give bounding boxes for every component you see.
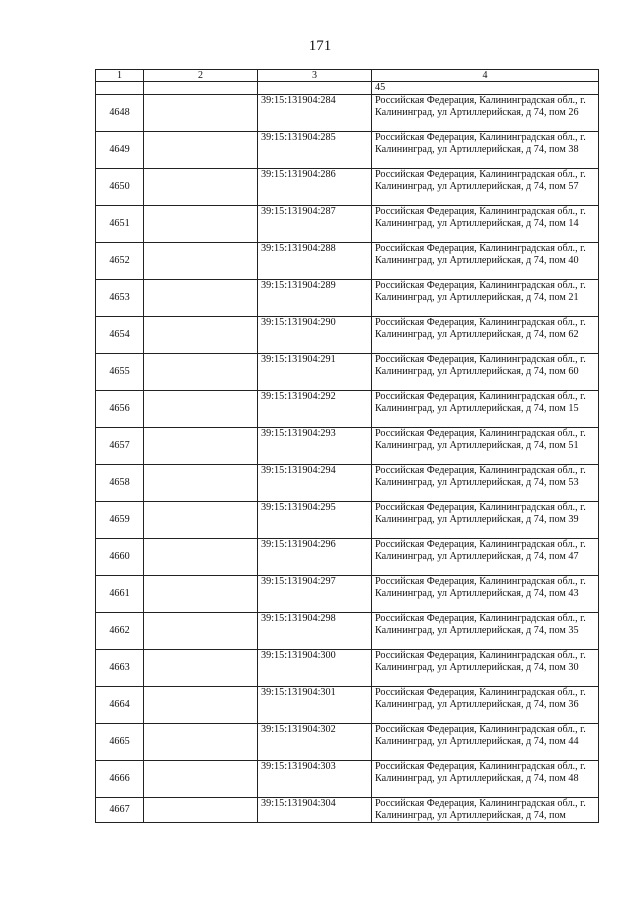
- row-empty-cell: [144, 95, 258, 132]
- cadastral-number-cell: 39:15:131904:296: [258, 539, 372, 576]
- table-row: [96, 243, 599, 280]
- row-number-cell: 4667: [96, 798, 144, 823]
- row-empty-cell: [144, 761, 258, 798]
- address-cell: Российская Федерация, Калининградская обл., г. Калининград, ул Артиллерийская, д 74, пом 30: [372, 650, 599, 687]
- row-empty-cell: [144, 465, 258, 502]
- row-empty-cell: [144, 650, 258, 687]
- row-empty-cell: [144, 169, 258, 206]
- continuation-cadastral-cell: [258, 82, 372, 95]
- table-row: [96, 576, 599, 613]
- address-cell: Российская Федерация, Калининградская обл., г. Калининград, ул Артиллерийская, д 74, пом 48: [372, 761, 599, 798]
- row-number-cell: 4655: [96, 354, 144, 391]
- row-number-cell: 4660: [96, 539, 144, 576]
- cadastral-number-cell: 39:15:131904:297: [258, 576, 372, 613]
- row-empty-cell: [144, 798, 258, 823]
- cadastral-number-cell: 39:15:131904:287: [258, 206, 372, 243]
- row-empty-cell: [144, 539, 258, 576]
- cadastral-number-cell: 39:15:131904:286: [258, 169, 372, 206]
- cadastral-number-cell: 39:15:131904:301: [258, 687, 372, 724]
- page-number: 171: [308, 38, 332, 54]
- table-row: [96, 206, 599, 243]
- row-number-cell: 4658: [96, 465, 144, 502]
- table-row: [96, 132, 599, 169]
- address-cell: Российская Федерация, Калининградская обл., г. Калининград, ул Артиллерийская, д 74, пом 40: [372, 243, 599, 280]
- table-row: [96, 502, 599, 539]
- cadastral-number-cell: 39:15:131904:298: [258, 613, 372, 650]
- registry-table-body: [96, 70, 599, 823]
- row-number-cell: 4650: [96, 169, 144, 206]
- address-cell: Российская Федерация, Калининградская обл., г. Калининград, ул Артиллерийская, д 74, пом 14: [372, 206, 599, 243]
- row-number-cell: 4651: [96, 206, 144, 243]
- table-row: [96, 687, 599, 724]
- cadastral-number-cell: 39:15:131904:291: [258, 354, 372, 391]
- table-row: [96, 613, 599, 650]
- column-header-1: 1: [96, 70, 144, 82]
- cadastral-number-cell: 39:15:131904:304: [258, 798, 372, 823]
- row-empty-cell: [144, 206, 258, 243]
- address-cell: Российская Федерация, Калининградская обл., г. Калининград, ул Артиллерийская, д 74, пом 26: [372, 95, 599, 132]
- address-cell: Российская Федерация, Калининградская обл., г. Калининград, ул Артиллерийская, д 74, пом: [372, 798, 599, 823]
- column-header-row: [96, 70, 599, 82]
- row-number-cell: 4662: [96, 613, 144, 650]
- row-empty-cell: [144, 132, 258, 169]
- table-row: [96, 650, 599, 687]
- row-empty-cell: [144, 576, 258, 613]
- continuation-empty-cell: [144, 82, 258, 95]
- cadastral-number-cell: 39:15:131904:288: [258, 243, 372, 280]
- column-header-3: 3: [258, 70, 372, 82]
- table-row: [96, 428, 599, 465]
- address-cell: Российская Федерация, Калининградская обл., г. Калининград, ул Артиллерийская, д 74, пом 36: [372, 687, 599, 724]
- table-row: [96, 539, 599, 576]
- cadastral-number-cell: 39:15:131904:303: [258, 761, 372, 798]
- table-row: [96, 465, 599, 502]
- address-cell: Российская Федерация, Калининградская обл., г. Калининград, ул Артиллерийская, д 74, пом 53: [372, 465, 599, 502]
- cadastral-number-cell: 39:15:131904:285: [258, 132, 372, 169]
- address-cell: Российская Федерация, Калининградская обл., г. Калининград, ул Артиллерийская, д 74, пом 51: [372, 428, 599, 465]
- address-cell: Российская Федерация, Калининградская обл., г. Калининград, ул Артиллерийская, д 74, пом 35: [372, 613, 599, 650]
- address-cell: Российская Федерация, Калининградская обл., г. Калининград, ул Артиллерийская, д 74, пом 60: [372, 354, 599, 391]
- continuation-row: [96, 82, 599, 95]
- cadastral-number-cell: 39:15:131904:284: [258, 95, 372, 132]
- cadastral-number-cell: 39:15:131904:289: [258, 280, 372, 317]
- row-empty-cell: [144, 391, 258, 428]
- row-empty-cell: [144, 243, 258, 280]
- registry-table: [95, 69, 599, 823]
- address-cell: Российская Федерация, Калининградская обл., г. Калининград, ул Артиллерийская, д 74, пом 38: [372, 132, 599, 169]
- address-cell: Российская Федерация, Калининградская обл., г. Калининград, ул Артиллерийская, д 74, пом 39: [372, 502, 599, 539]
- cadastral-number-cell: 39:15:131904:292: [258, 391, 372, 428]
- continuation-num-cell: [96, 82, 144, 95]
- address-cell: Российская Федерация, Калининградская обл., г. Калининград, ул Артиллерийская, д 74, пом 21: [372, 280, 599, 317]
- address-cell: Российская Федерация, Калининградская обл., г. Калининград, ул Артиллерийская, д 74, пом 15: [372, 391, 599, 428]
- row-empty-cell: [144, 280, 258, 317]
- row-number-cell: 4665: [96, 724, 144, 761]
- row-empty-cell: [144, 428, 258, 465]
- column-header-2: 2: [144, 70, 258, 82]
- cadastral-number-cell: 39:15:131904:302: [258, 724, 372, 761]
- cadastral-number-cell: 39:15:131904:293: [258, 428, 372, 465]
- address-cell: Российская Федерация, Калининградская обл., г. Калининград, ул Артиллерийская, д 74, пом 43: [372, 576, 599, 613]
- row-number-cell: 4656: [96, 391, 144, 428]
- table-row: [96, 724, 599, 761]
- cadastral-number-cell: 39:15:131904:295: [258, 502, 372, 539]
- continuation-address-cell: 45: [372, 82, 599, 95]
- address-cell: Российская Федерация, Калининградская обл., г. Калининград, ул Артиллерийская, д 74, пом 44: [372, 724, 599, 761]
- table-row: [96, 169, 599, 206]
- column-header-4: 4: [372, 70, 599, 82]
- cadastral-number-cell: 39:15:131904:294: [258, 465, 372, 502]
- row-number-cell: 4659: [96, 502, 144, 539]
- table-row: [96, 280, 599, 317]
- table-row: [96, 391, 599, 428]
- row-number-cell: 4648: [96, 95, 144, 132]
- address-cell: Российская Федерация, Калининградская обл., г. Калининград, ул Артиллерийская, д 74, пом 62: [372, 317, 599, 354]
- address-cell: Российская Федерация, Калининградская обл., г. Калининград, ул Артиллерийская, д 74, пом 57: [372, 169, 599, 206]
- table-row: [96, 354, 599, 391]
- row-number-cell: 4654: [96, 317, 144, 354]
- cadastral-number-cell: 39:15:131904:300: [258, 650, 372, 687]
- row-number-cell: 4664: [96, 687, 144, 724]
- row-empty-cell: [144, 354, 258, 391]
- row-number-cell: 4657: [96, 428, 144, 465]
- row-empty-cell: [144, 687, 258, 724]
- address-cell: Российская Федерация, Калининградская обл., г. Калининград, ул Артиллерийская, д 74, пом 47: [372, 539, 599, 576]
- table-row: [96, 761, 599, 798]
- row-number-cell: 4653: [96, 280, 144, 317]
- row-number-cell: 4666: [96, 761, 144, 798]
- row-number-cell: 4661: [96, 576, 144, 613]
- row-empty-cell: [144, 317, 258, 354]
- row-number-cell: 4649: [96, 132, 144, 169]
- row-empty-cell: [144, 724, 258, 761]
- table-row: [96, 317, 599, 354]
- row-number-cell: 4663: [96, 650, 144, 687]
- cadastral-number-cell: 39:15:131904:290: [258, 317, 372, 354]
- row-number-cell: 4652: [96, 243, 144, 280]
- table-row: [96, 798, 599, 823]
- row-empty-cell: [144, 502, 258, 539]
- table-row: [96, 95, 599, 132]
- row-empty-cell: [144, 613, 258, 650]
